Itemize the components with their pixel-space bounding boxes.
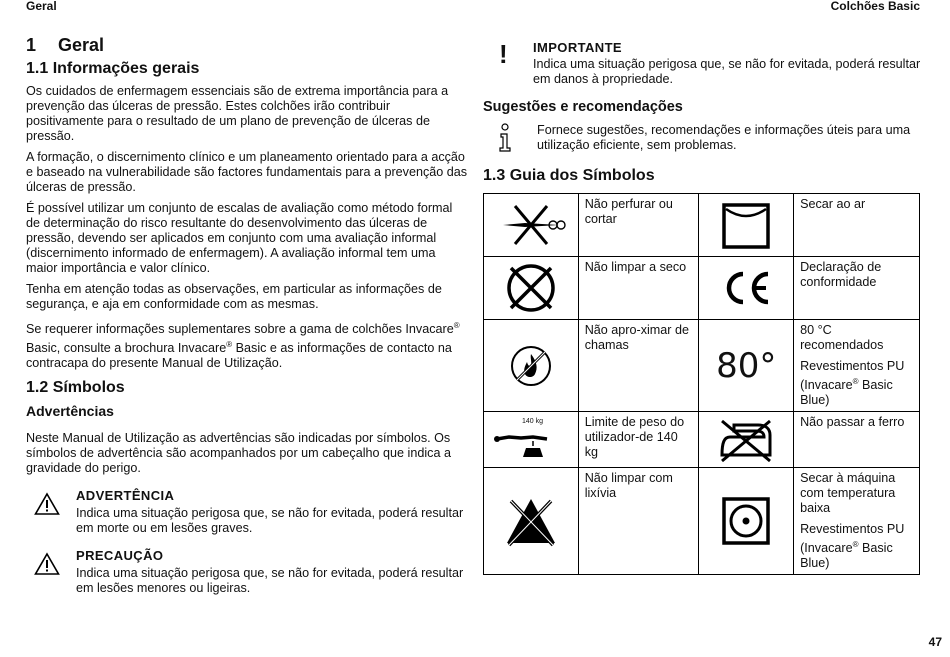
- paragraph-5-part-a: Se requerer informações suplementares sobre a gama de colchões Invacare: [26, 322, 454, 337]
- section-title-text: Geral: [58, 35, 105, 55]
- right-column: [483, 40, 923, 575]
- symbol-desc-no-ironing: Não passar a ferro: [794, 412, 920, 468]
- warning-text: Indica uma situação perigosa que, se não for evitada, poderá resultar em morte ou em lesões graves.: [76, 506, 464, 536]
- table-row: [484, 320, 920, 412]
- symbol-desc-no-flame: Não apro-ximar de chamas: [578, 320, 699, 412]
- pu-covers-text-b: Basic Blue): [800, 541, 893, 571]
- table-row: [484, 257, 920, 320]
- paragraph-3: É possível utilizar um conjunto de escalas de avaliação como método formal de determinação do risco resultante do desenvolvimento das úlceras de pressão, devendo ser aplicados em conjunto com uma avaliação informal (discernimento informado de enfermagem). A avaliação informal tem uma maior importância e valor clínico.: [26, 201, 453, 275]
- table-row: [484, 194, 920, 257]
- symbol-cell: [699, 257, 794, 320]
- page-header: [0, 0, 950, 14]
- info-icon: [497, 123, 513, 153]
- warnings-intro: Neste Manual de Utilização as advertências são indicadas por símbolos. Os símbolos de advertência são acompanhados por um cabeçalho que indica a gravidade do perigo.: [26, 431, 451, 476]
- tips-block: [483, 123, 923, 153]
- symbol-cell: [484, 257, 579, 320]
- symbol-desc-weight-limit: Limite de peso do utilizador-de 140 kg: [578, 412, 699, 468]
- tips-heading: Sugestões e recomendações: [483, 99, 683, 115]
- page-number: 47: [928, 635, 942, 649]
- important-title: IMPORTANTE: [533, 40, 622, 55]
- paragraph-2: A formação, o discernimento clínico e um planeamento orientado para a acção e baseado na vulnerabilidade são factores fundamentais para a prevenção das úlceras de pressão.: [26, 150, 468, 194]
- air-dry-icon: [716, 199, 776, 251]
- registered-mark: ®: [852, 540, 859, 550]
- paragraph-4: Tenha em atenção todas as observações, em particular as informações de segurança, e aja em conformidade com as mesmas.: [26, 282, 442, 311]
- table-row: [484, 412, 920, 468]
- header-section: Geral: [26, 0, 57, 13]
- subsection-1-1-title: 1.1 Informações gerais: [26, 60, 200, 77]
- warning-block: [26, 488, 468, 536]
- symbol-desc-no-pierce: Não perfurar ou cortar: [578, 194, 699, 257]
- important-block: [483, 40, 923, 87]
- paragraph-5-part-b: Basic, consulte a brochura Invacare: [26, 341, 227, 356]
- caution-text: Indica uma situação perigosa que, se não for evitada, poderá resultar em lesões menores ou ligeiras.: [76, 566, 464, 596]
- desc-pu-covers: [800, 359, 913, 408]
- caution-triangle-icon: [34, 552, 60, 576]
- paragraph-5-part-c: Basic e as informações de contacto na contracapa do presente Manual de Utilização.: [26, 341, 452, 371]
- exclamation-icon: !: [499, 39, 508, 69]
- tumble-dry-low-icon: [716, 493, 776, 549]
- warning-title: ADVERTÊNCIA: [76, 488, 175, 504]
- subsection-1-3-title: 1.3 Guia dos Símbolos: [483, 167, 655, 184]
- no-flame-icon: [506, 341, 556, 391]
- warnings-heading: Advertências: [26, 403, 114, 420]
- pu-covers-text-a: Revestimentos PU (Invacare: [800, 522, 905, 556]
- desc-80c-recommended: 80 °C recomendados: [800, 323, 884, 352]
- registered-mark: ®: [226, 340, 233, 350]
- important-text: Indica uma situação perigosa que, se não for evitada, poderá resultar em danos à propriedade.: [533, 57, 921, 86]
- pu-covers-text-b: Basic Blue): [800, 378, 893, 408]
- symbol-cell: [699, 320, 794, 412]
- no-bleach-icon: [501, 493, 561, 549]
- symbol-cell: [699, 468, 794, 575]
- warning-triangle-icon: [34, 492, 60, 516]
- symbol-desc-80c: [794, 320, 920, 412]
- weight-limit-label: 140 kg: [522, 418, 544, 426]
- desc-tumble-dry-low: Secar à máquina com temperatura baixa: [800, 471, 896, 516]
- symbol-desc-no-bleach: Não limpar com lixívia: [578, 468, 699, 575]
- ce-mark-icon: [716, 264, 776, 312]
- pu-covers-text-a: Revestimentos PU (Invacare: [800, 359, 905, 393]
- no-ironing-icon: [716, 417, 776, 463]
- temperature-80-icon: 80°: [716, 345, 777, 386]
- caution-block: [26, 548, 468, 596]
- registered-mark: ®: [453, 321, 460, 330]
- symbol-cell: [484, 194, 579, 257]
- symbol-desc-no-dry-clean: Não limpar a seco: [578, 257, 699, 320]
- left-column: [26, 35, 468, 604]
- paragraph-1: Os cuidados de enfermagem essenciais são de extrema importância para a prevenção das úlceras de pressão. Estes colchões irão contribuir positivamente para o resultado de um plano de prevenção de úlceras de pressão.: [26, 84, 449, 143]
- weight-limit-icon: [491, 428, 571, 462]
- symbol-cell: [484, 468, 579, 575]
- symbol-cell: [699, 412, 794, 468]
- symbol-desc-ce: Declaração de conformidade: [794, 257, 920, 320]
- tips-text: Fornece sugestões, recomendações e informações úteis para uma utilização eficiente, sem problemas.: [537, 123, 911, 152]
- symbol-cell: [484, 320, 579, 412]
- section-number: 1: [26, 35, 37, 55]
- symbol-cell: [699, 194, 794, 257]
- no-pierce-cut-icon: [495, 200, 567, 250]
- no-dry-clean-icon: [501, 260, 561, 316]
- header-product: Colchões Basic: [830, 0, 920, 13]
- table-row: [484, 468, 920, 575]
- subsection-1-2-title: 1.2 Símbolos: [26, 379, 125, 397]
- section-title: [26, 35, 468, 55]
- caution-title: PRECAUÇÃO: [76, 548, 164, 564]
- symbol-desc-tumble-dry: [794, 468, 920, 575]
- symbol-desc-air-dry: Secar ao ar: [794, 194, 920, 257]
- desc-pu-covers: [800, 522, 913, 571]
- registered-mark: ®: [852, 377, 859, 386]
- symbol-cell: [484, 412, 579, 468]
- symbols-table: [483, 193, 920, 575]
- paragraph-5: [26, 318, 468, 371]
